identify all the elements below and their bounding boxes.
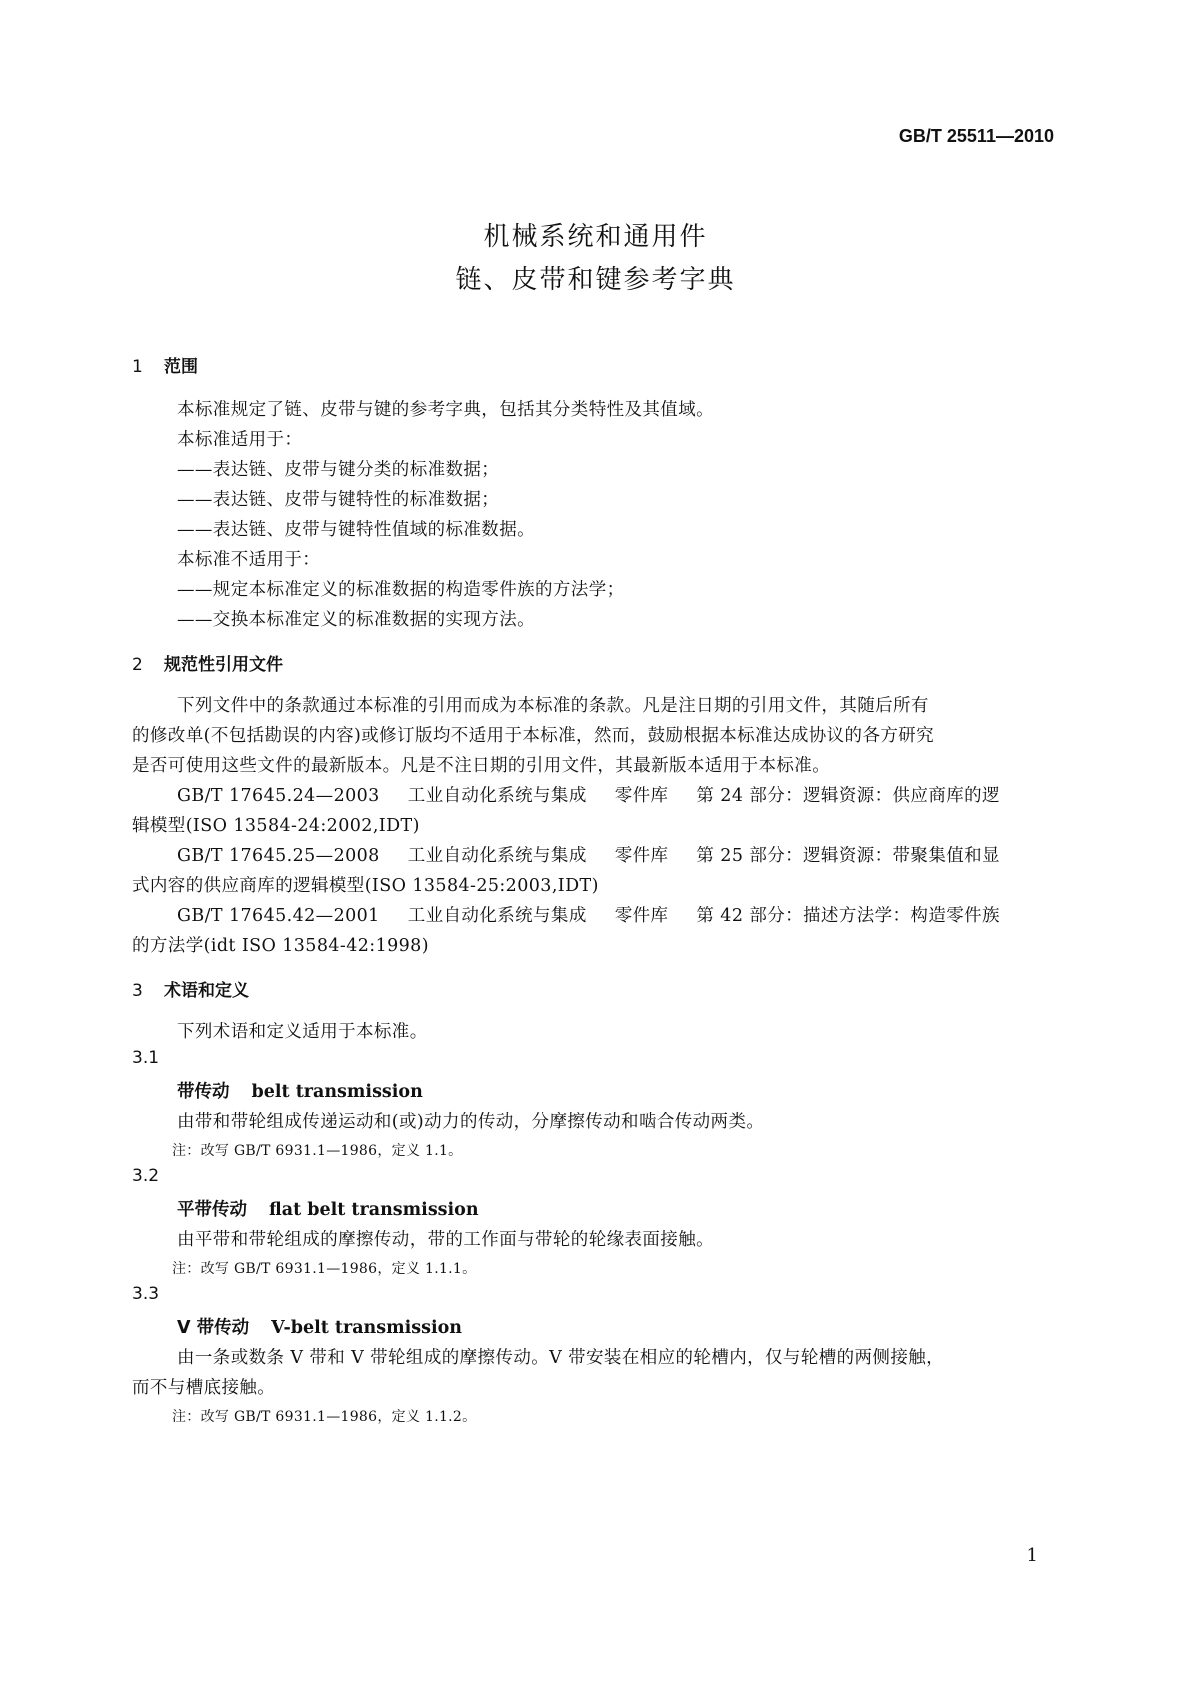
reference-series: 工业自动化系统与集成 [407, 786, 587, 806]
scope-line: 本标准适用于： [177, 430, 303, 450]
term-definition: 由带和带轮组成传递运动和(或)动力的传动，分摩擦传动和啮合传动两类。 [177, 1112, 765, 1132]
reference-library: 零件库 [614, 846, 669, 866]
section-title: 范围 [164, 357, 198, 377]
reference-series: 工业自动化系统与集成 [407, 846, 587, 866]
reference-continuation: 的方法学(idt ISO 13584-42:1998) [132, 936, 429, 956]
reference-part: 第 42 部分：描述方法学：构造零件族 [696, 906, 1000, 926]
document-title-line1: 机械系统和通用件 [483, 222, 708, 252]
page-number: 1 [1026, 1545, 1038, 1566]
term-definition: 由一条或数条 V 带和 V 带轮组成的摩擦传动。V 带安装在相应的轮槽内，仅与轮槽的两侧接触， [177, 1348, 945, 1368]
scope-line: ——交换本标准定义的标准数据的实现方法。 [177, 610, 535, 630]
scope-line: ——规定本标准定义的标准数据的构造零件族的方法学； [177, 580, 625, 600]
term-zh: 平带传动 [177, 1200, 247, 1220]
term-definition-continuation: 而不与槽底接触。 [132, 1378, 276, 1398]
normative-intro-line: 下列文件中的条款通过本标准的引用而成为本标准的条款。凡是注日期的引用文件，其随后所有 [177, 696, 929, 716]
term-en: flat belt transmission [269, 1200, 479, 1220]
standard-code: GB/T 25511—2010 [898, 126, 1054, 146]
reference-part: 第 24 部分：逻辑资源：供应商库的逻 [696, 786, 1000, 806]
document-title-line2: 链、皮带和键参考字典 [455, 265, 736, 295]
section-number: 1 [132, 357, 143, 377]
term-heading [177, 1078, 423, 1103]
section-2-heading [132, 650, 283, 675]
reference-continuation: 式内容的供应商库的逻辑模型(ISO 13584-25:2003,IDT) [132, 876, 599, 896]
section-1-heading [132, 352, 198, 377]
section-number: 2 [132, 655, 143, 675]
reference-entry [177, 782, 1000, 807]
clause-number: 3.1 [132, 1048, 160, 1068]
normative-intro-line: 的修改单(不包括勘误的内容)或修订版均不适用于本标准，然而，鼓励根据本标准达成协议的各方研究 [132, 726, 935, 746]
terms-intro: 下列术语和定义适用于本标准。 [177, 1022, 428, 1042]
term-zh: 带传动 [177, 1082, 230, 1102]
reference-part: 第 25 部分：逻辑资源：带聚集值和显 [696, 846, 1000, 866]
reference-library: 零件库 [614, 786, 669, 806]
section-title: 术语和定义 [164, 981, 249, 1001]
section-number: 3 [132, 981, 143, 1001]
term-en: V-belt transmission [271, 1318, 463, 1338]
term-note: 注：改写 GB/T 6931.1—1986，定义 1.1.1。 [172, 1261, 477, 1277]
scope-line: ——表达链、皮带与键特性值域的标准数据。 [177, 520, 535, 540]
term-heading [177, 1196, 479, 1221]
scope-line: 本标准不适用于： [177, 550, 321, 570]
scope-line: ——表达链、皮带与键分类的标准数据； [177, 460, 500, 480]
term-en: belt transmission [251, 1082, 423, 1102]
term-zh: V 带传动 [177, 1318, 250, 1338]
section-title: 规范性引用文件 [164, 655, 283, 675]
reference-entry [177, 842, 1000, 867]
normative-intro-line: 是否可使用这些文件的最新版本。凡是不注日期的引用文件，其最新版本适用于本标准。 [132, 756, 831, 776]
term-note: 注：改写 GB/T 6931.1—1986，定义 1.1。 [172, 1143, 463, 1159]
section-3-heading [132, 976, 249, 1001]
reference-code: GB/T 17645.24—2003 [177, 786, 380, 806]
reference-library: 零件库 [614, 906, 669, 926]
term-heading [177, 1314, 462, 1339]
reference-series: 工业自动化系统与集成 [407, 906, 587, 926]
reference-code: GB/T 17645.25—2008 [177, 846, 380, 866]
scope-line: 本标准规定了链、皮带与键的参考字典，包括其分类特性及其值域。 [177, 400, 714, 420]
scope-line: ——表达链、皮带与键特性的标准数据； [177, 490, 500, 510]
term-note: 注：改写 GB/T 6931.1—1986，定义 1.1.2。 [172, 1409, 477, 1425]
reference-code: GB/T 17645.42—2001 [177, 906, 380, 926]
clause-number: 3.3 [132, 1284, 160, 1304]
term-definition: 由平带和带轮组成的摩擦传动，带的工作面与带轮的轮缘表面接触。 [177, 1230, 714, 1250]
reference-continuation: 辑模型(ISO 13584-24:2002,IDT) [132, 816, 420, 836]
clause-number: 3.2 [132, 1166, 160, 1186]
reference-entry [177, 902, 1000, 927]
